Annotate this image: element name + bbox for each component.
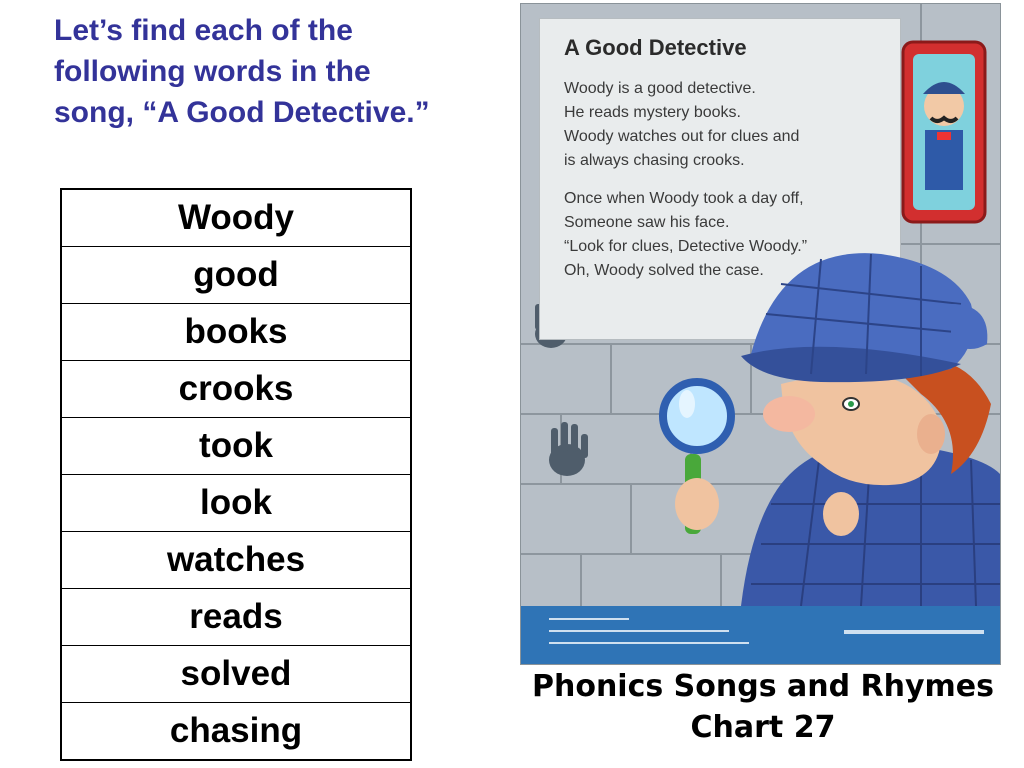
word-cell: good [61,247,411,304]
word-cell: crooks [61,361,411,418]
poem-line: is always chasing crooks. [564,152,745,169]
table-row [61,361,411,418]
table-row [61,418,411,475]
word-cell: reads [61,589,411,646]
table-row [61,532,411,589]
poem-line: Once when Woody took a day off, [564,190,804,207]
table-row [61,247,411,304]
word-list-table [60,188,412,761]
caption-line: Chart 27 [690,710,836,745]
table-row [61,703,411,761]
detective-illustration [521,4,1000,606]
word-cell: watches [61,532,411,589]
footer-text-line [549,642,749,644]
phonics-chart-poster [520,3,1001,665]
table-row [61,475,411,532]
poem-title: A Good Detective [564,35,747,60]
poster-footer-bar [521,606,1000,664]
poem-line: He reads mystery books. [564,104,741,121]
table-row [61,589,411,646]
word-cell: solved [61,646,411,703]
table-row [61,646,411,703]
table-row [61,189,411,247]
footer-text-line [549,630,729,632]
word-cell: chasing [61,703,411,761]
table-row [61,304,411,361]
poem-line: Someone saw his face. [564,214,730,231]
footer-text-line [549,618,629,620]
poem-line: Woody is a good detective. [564,80,756,97]
word-cell: Woody [61,189,411,247]
word-cell: books [61,304,411,361]
chart-caption [510,666,1016,748]
caption-line: Phonics Songs and Rhymes [531,669,995,704]
poem-line: “Look for clues, Detective Woody.” [564,238,808,255]
word-cell: look [61,475,411,532]
poem-line: Oh, Woody solved the case. [564,262,764,279]
footer-text-line [844,630,984,634]
poem-line: Woody watches out for clues and [564,128,800,145]
instruction-text: Let’s find each of the following words in the song, “A Good Detective.” [54,14,430,129]
word-cell: took [61,418,411,475]
